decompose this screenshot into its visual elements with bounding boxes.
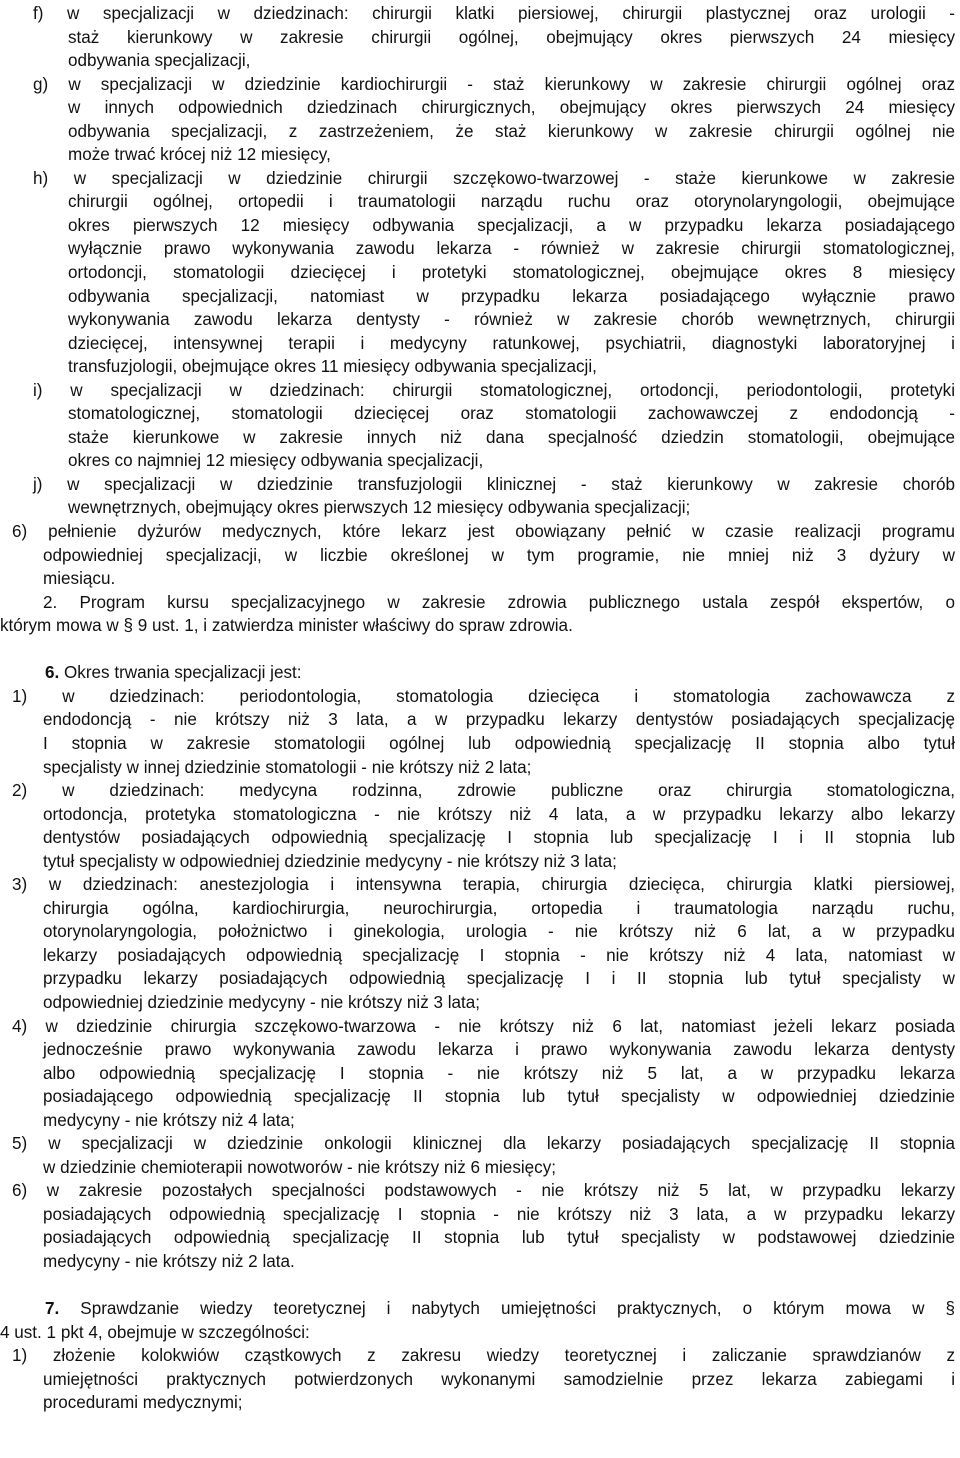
section-6-list-line-14: odpowiedniej dziedzinie medycyny - nie krótszy niż 3 lata; <box>43 992 481 1012</box>
section-6-list-line-4: specjalisty w innej dziedzinie stomatologii - nie krótszy niż 2 lata; <box>43 757 532 777</box>
section-6-list-line-7: dentystów posiadających odpowiednią specjalizację I stopnia lub specjalizację I i II stopnia lub <box>43 828 955 848</box>
section-6-list-line-18: posiadającego odpowiednią specjalizację II stopnia lub tytuł specjalisty w odpowiedniej dziedzinie <box>43 1087 955 1107</box>
point-6-line-1: 6) pełnienie dyżurów medycznych, które lekarz jest obowiązany pełnić w czasie realizacji programu <box>12 522 955 542</box>
section-6-list-line-24: posiadających odpowiednią specjalizację II stopnia lub tytuł specjalisty w podstawowej dziedzinie <box>43 1228 955 1248</box>
section-6-list-line-19: medycyny - nie krótszy niż 4 lata; <box>43 1110 295 1130</box>
item-h-line-2: chirurgii ogólnej, ortopedii i traumatologii narządu ruchu oraz otorynolaryngologii, obejmujące <box>68 192 955 212</box>
item-f-line-1: f) w specjalizacji w dziedzinach: chirurgii klatki piersiowej, chirurgii plastycznej oraz urologii - <box>33 4 955 23</box>
spacer <box>0 1274 960 1298</box>
section-6-list-line-12: lekarzy posiadających odpowiednią specjalizację I stopnia - nie krótszy niż 4 lata, natomiast w <box>43 945 955 965</box>
item-h-line-8: dziecięcej, intensywnej terapii i medycyny ratunkowej, psychiatrii, diagnostyki laboratoryjnej i <box>68 333 955 353</box>
paragraph-2-line-2: którym mowa w § 9 ust. 1, i zatwierdza minister właściwy do spraw zdrowia. <box>0 616 573 636</box>
section-6-list-line-2: endodoncją - nie krótszy niż 3 lata, a w przypadku lekarzy dentystów posiadających specjalizację <box>43 710 955 730</box>
section-6-list-line-17: albo odpowiednią specjalizację I stopnia - nie krótszy niż 5 lat, a w przypadku lekarza <box>43 1063 955 1083</box>
item-h-line-4: wyłącznie prawo wykonywania zawodu lekarza - również w zakresie chirurgii stomatologicznej, <box>68 239 955 259</box>
section-6-list-line-3: I stopnia w zakresie stomatologii ogólnej lub odpowiednią specjalizację II stopnia albo tytuł <box>43 733 955 753</box>
section-6-list <box>0 685 960 1274</box>
item-h-line-7: wykonywania zawodu lekarza dentysty - również w zakresie chorób wewnętrznych, chirurgii <box>68 310 955 330</box>
section-6-list-line-20: 5) w specjalizacji w dziedzinie onkologii klinicznej dla lekarzy posiadających specjalizację II stopnia <box>12 1134 955 1154</box>
spacer <box>0 638 960 662</box>
item-f-line-3: odbywania specjalizacji, <box>68 51 251 71</box>
item-j-line-1: j) w specjalizacji w dziedzinie transfuzjologii klinicznej - staż kierunkowy w zakresie chorób <box>33 474 955 494</box>
section-7-heading <box>0 1297 955 1321</box>
section-6-list-line-8: tytuł specjalisty w odpowiedniej dziedzinie medycyny - nie krótszy niż 3 lata; <box>43 851 617 871</box>
section-6-list-line-10: chirurgia ogólna, kardiochirurgia, neurochirurgia, ortopedia i traumatologia narządu ruchu, <box>43 898 955 918</box>
item-g-line-4: może trwać krócej niż 12 miesięcy, <box>68 145 331 165</box>
item-h-line-6: odbywania specjalizacji, natomiast w przypadku lekarza posiadającego wyłącznie prawo <box>68 286 955 306</box>
item-h-line-5: ortodoncji, stomatologii dziecięcej i protetyki stomatologicznej, obejmujące okres 8 miesięcy <box>68 263 955 283</box>
section-6-list-line-5: 2) w dziedzinach: medycyna rodzinna, zdrowie publiczne oraz chirurgia stomatologiczna, <box>12 781 955 801</box>
section-7-heading-text: Sprawdzanie wiedzy teoretycznej i nabytych umiejętności praktycznych, o którym mowa w § <box>59 1299 955 1319</box>
point-6-line-2: odpowiedniej specjalizacji, w liczbie określonej w tym programie, nie mniej niż 3 dyżury w <box>43 545 955 565</box>
section-6-list-line-23: posiadających odpowiednią specjalizację I stopnia - nie krótszy niż 3 lata, a w przypadku lekarzy <box>43 1204 955 1224</box>
item-f-line-2: staż kierunkowy w zakresie chirurgii ogólnej, obejmujący okres pierwszych 24 miesięcy <box>68 27 955 47</box>
item-g-line-3: odbywania specjalizacji, z zastrzeżeniem, że staż kierunkowy w zakresie chirurgii ogólnej nie <box>68 121 955 141</box>
section-6-list-line-16: jednocześnie prawo wykonywania zawodu lekarza i prawo wykonywania zawodu lekarza dentysty <box>43 1040 955 1060</box>
section-6-list-line-6: ortodoncja, protetyka stomatologiczna - nie krótszy niż 4 lata, a w przypadku lekarzy albo lekarzy <box>43 804 955 824</box>
section-6-list-line-22: 6) w zakresie pozostałych specjalności podstawowych - nie krótszy niż 5 lat, w przypadku lekarzy <box>12 1181 955 1201</box>
point-6-line-3: miesiącu. <box>43 569 116 589</box>
section-6-list-line-1: 1) w dziedzinach: periodontologia, stomatologia dziecięca i stomatologia zachowawcza z <box>12 686 955 706</box>
item-g-line-1: g) w specjalizacji w dziedzinie kardiochirurgii - staż kierunkowy w zakresie chirurgii ogólnej oraz <box>33 74 955 94</box>
item-h-line-9: transfuzjologii, obejmujące okres 11 miesięcy odbywania specjalizacji, <box>68 357 597 377</box>
section-7-list-line-3: procedurami medycznymi; <box>43 1393 243 1413</box>
section-6-list-line-9: 3) w dziedzinach: anestezjologia i intensywna terapia, chirurgia dziecięca, chirurgia klatki piersiowej, <box>12 875 955 895</box>
item-i-line-2: stomatologicznej, stomatologii dziecięcej oraz stomatologii zachowawczej z endodoncją - <box>68 404 955 424</box>
section-7-number: 7. <box>45 1299 60 1319</box>
section-6-list-line-13: przypadku lekarzy posiadających odpowiednią specjalizację I i II stopnia lub tytuł specjalisty w <box>43 969 955 989</box>
section-6-number: 6. <box>45 663 60 683</box>
paragraph-2-line-1: 2. Program kursu specjalizacyjnego w zakresie zdrowia publicznego ustala zespół ekspertów, o <box>43 592 955 612</box>
section-7-list-line-1: 1) złożenie kolokwiów cząstkowych z zakresu wiedzy teoretycznej i zaliczanie sprawdzianów z <box>12 1346 955 1366</box>
section-6-list-line-15: 4) w dziedzinie chirurgia szczękowo-twarzowa - nie krótszy niż 6 lat, natomiast jeżeli lekarz posiada <box>12 1016 955 1036</box>
section-6-heading-text: Okres trwania specjalizacji jest: <box>59 663 302 683</box>
section-6-list-line-21: w dziedzinie chemioterapii nowotworów - nie krótszy niż 6 miesięcy; <box>43 1157 557 1177</box>
section-6-heading <box>0 661 960 685</box>
item-g-line-2: w innych odpowiednich dziedzinach chirurgicznych, obejmujący okres pierwszych 24 miesięcy <box>68 98 955 118</box>
section-6-list-line-11: otorynolaryngologia, położnictwo i ginekologia, urologia - nie krótszy niż 6 lat, a w przypadku <box>43 922 955 942</box>
item-i-line-1: i) w specjalizacji w dziedzinach: chirurgii stomatologicznej, ortodoncji, periodontologii, protetyki <box>33 380 955 400</box>
item-j-line-2: wewnętrznych, obejmujący okres pierwszych 12 miesięcy odbywania specjalizacji; <box>68 498 691 518</box>
item-i-line-4: okres co najmniej 12 miesięcy odbywania specjalizacji, <box>68 451 484 471</box>
section-6-list-line-25: medycyny - nie krótszy niż 2 lata. <box>43 1251 295 1271</box>
section-7-list <box>0 1344 960 1415</box>
section-7-list-line-2: umiejętności praktycznych potwierdzonych wykonanymi samodzielnie przez lekarza zabiegami i <box>43 1369 955 1389</box>
item-h-line-3: okres pierwszych 12 miesięcy odbywania specjalizacji, a w przypadku lekarza posiadającego <box>68 215 955 235</box>
section-7-heading-line-2: 4 ust. 1 pkt 4, obejmuje w szczególności: <box>0 1322 310 1342</box>
item-i-line-3: staże kierunkowe w zakresie innych niż dana specjalność dziedzin stomatologii, obejmujące <box>68 427 955 447</box>
item-h-line-1: h) w specjalizacji w dziedzinie chirurgii szczękowo-twarzowej - staże kierunkowe w zakresie <box>33 168 955 188</box>
